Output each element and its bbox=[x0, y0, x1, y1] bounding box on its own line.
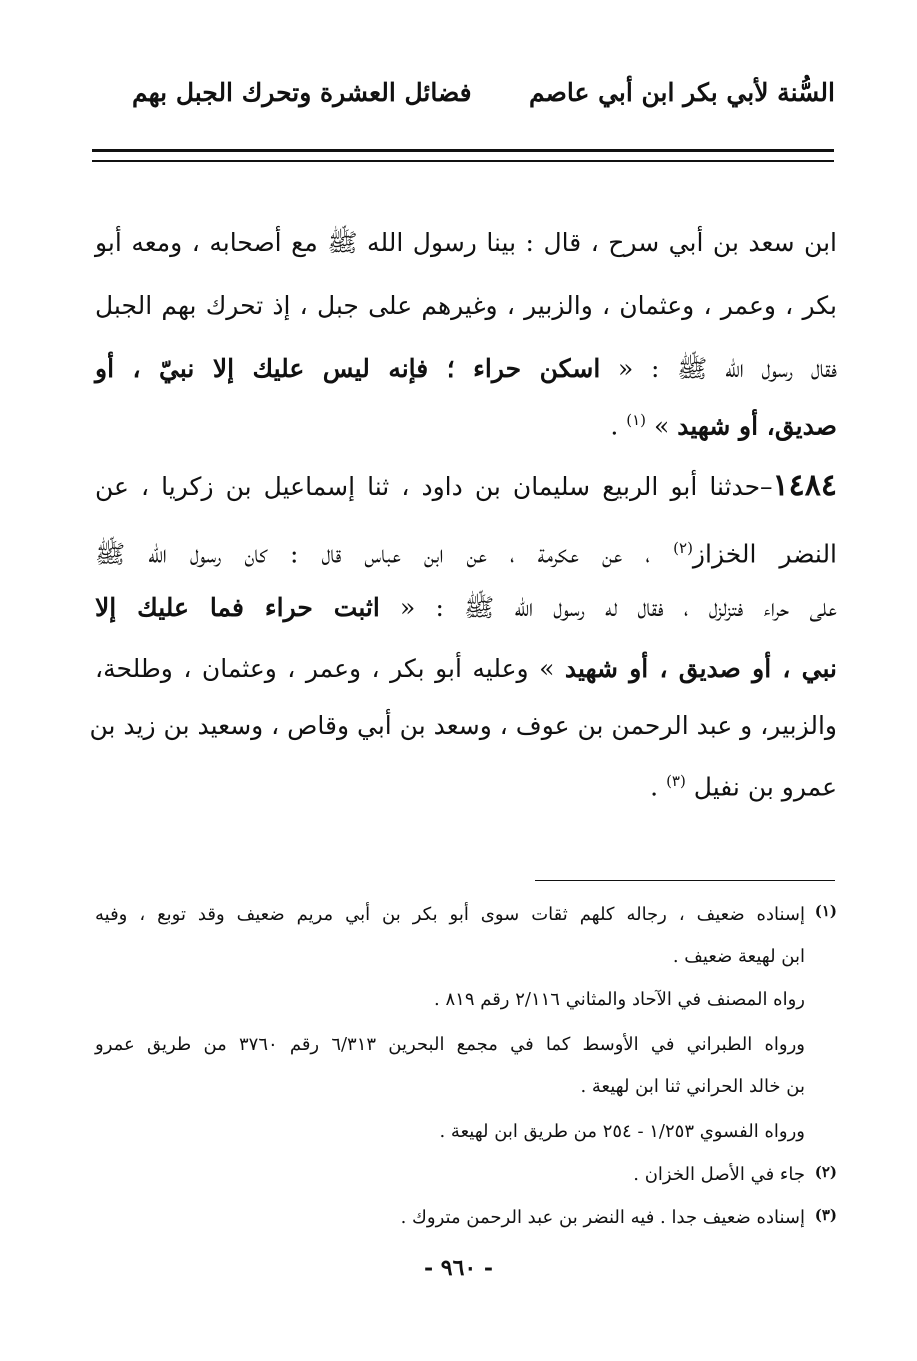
body-line-1: ابن سعد بن أبي سرح ، قال : بينا رسول الله ﷺ مع أصحابه ، ومعه أبو bbox=[95, 228, 837, 257]
footnote-ref-3: (٣) bbox=[666, 772, 686, 790]
body-line-3 bbox=[95, 349, 837, 389]
footnote-1-line-1: إسناده ضعيف ، رجاله كلهم ثقات سوى أبو بكر بن أبي مريم ضعيف وقد توبع ، وفيه bbox=[95, 904, 805, 925]
prophetic-quote-1-end: صديق، أو شهيد bbox=[677, 411, 837, 441]
header-rule-thick bbox=[92, 149, 834, 152]
footnote-ref-1: (١) bbox=[626, 411, 646, 429]
prophetic-quote-2-end: نبي ، أو صديق ، أو شهيد bbox=[564, 654, 838, 683]
body-line-9: والزبير، و عبد الرحمن بن عوف ، وسعد بن أبي وقاص ، وسعيد بن زيد بن bbox=[89, 711, 837, 740]
prophetic-quote-1: اسكن حراء ؛ فإنه ليس عليك إلا نبيّ ، أو bbox=[95, 354, 601, 383]
prophetic-quote-2: اثبت حراء فما عليك إلا bbox=[95, 593, 380, 622]
body-line-2: بكر ، وعمر ، وعثمان ، والزبير ، وغيرهم على جبل ، إذ تحرك بهم الجبل bbox=[95, 291, 837, 320]
body-line-7-text: على حراء فتزلزل ، فقال له رسول الله ﷺ : « bbox=[379, 593, 837, 622]
body-line-3-text: فقال رسول الله ﷺ : « bbox=[600, 354, 837, 383]
body-line-6-text: ، عن عكرمة ، عن ابن عباس قال : كان رسول الله ﷺ bbox=[95, 539, 674, 569]
body-line-4 bbox=[95, 400, 837, 446]
page-number: - ٩٦٠ - bbox=[423, 1255, 494, 1281]
running-header-chapter-title: فضائل العشرة وتحرك الجبل بهم bbox=[132, 78, 472, 107]
body-line-10-end: . bbox=[650, 772, 667, 802]
footnote-3: إسناده ضعيف جدا . فيه النضر بن عبد الرحمن متروك . bbox=[400, 1207, 805, 1228]
body-line-10 bbox=[95, 761, 837, 807]
footnote-1-line-5: بن خالد الحراني ثنا ابن لهيعة . bbox=[580, 1076, 805, 1097]
hadith-number: ١٤٨٤ bbox=[772, 468, 837, 503]
narrator-name: النضر الخزاز bbox=[692, 539, 838, 569]
footnote-1-line-4: ورواه الطبراني في الأوسط كما في مجمع البحرين ٦/٣١٣ رقم ٣٧٦٠ من طريق عمرو bbox=[95, 1034, 805, 1055]
running-header-book-title: السُّنة لأبي بكر ابن أبي عاصم bbox=[528, 78, 835, 107]
footnote-marker-1: (١) bbox=[814, 902, 837, 920]
body-line-6 bbox=[95, 528, 837, 574]
footnote-ref-2: (٢) bbox=[673, 539, 693, 557]
body-line-5 bbox=[95, 466, 837, 507]
body-line-4-end: . bbox=[610, 411, 627, 441]
isnad-text: –حدثنا أبو الربيع سليمان بن داود ، ثنا إسماعيل بن زكريا ، عن bbox=[95, 472, 773, 501]
footnote-1-line-3: رواه المصنف في الآحاد والمثاني ٢/١١٦ رقم ٨١٩ . bbox=[434, 989, 805, 1010]
footnote-2: جاء في الأصل الخزان . bbox=[633, 1164, 805, 1185]
footnote-marker-2: (٢) bbox=[814, 1163, 837, 1181]
header-rule-thin bbox=[92, 160, 834, 162]
footnote-marker-3: (٣) bbox=[814, 1206, 837, 1224]
body-line-8-text: » وعليه أبو بكر ، وعمر ، وعثمان ، وطلحة، bbox=[95, 654, 565, 683]
quote-close-1: » bbox=[653, 411, 678, 441]
body-line-7 bbox=[95, 588, 837, 628]
footnote-separator bbox=[535, 880, 835, 881]
body-line-10-text: عمرو بن نفيل bbox=[685, 772, 837, 802]
body-line-8 bbox=[95, 649, 837, 689]
footnote-1-line-2: ابن لهيعة ضعيف . bbox=[672, 946, 805, 967]
footnote-1-line-6: ورواه الفسوي ١/٢٥٣ - ٢٥٤ من طريق ابن لهيعة . bbox=[439, 1121, 805, 1142]
